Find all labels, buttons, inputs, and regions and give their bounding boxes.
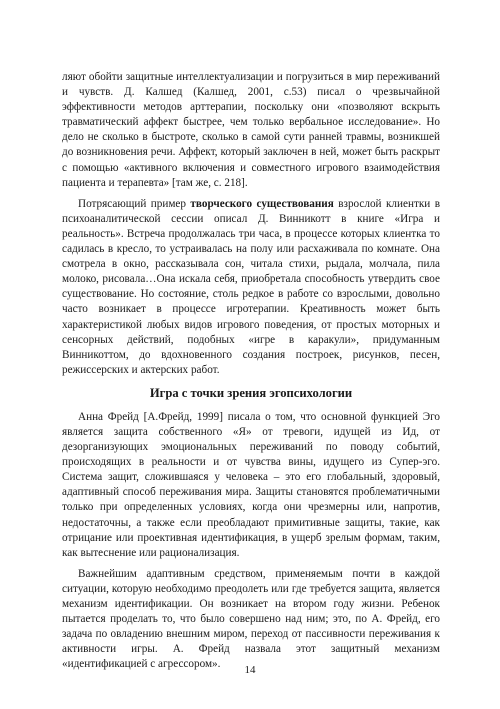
bold-term: творческого существования — [190, 197, 334, 210]
paragraph-identification: Важнейшим адаптивным средством, применяемым почти в каждой ситуации, которую необходимо преодолеть или где требуется защита, является механизм идентификации. Он возникает на втором году жизни. Ребенок пытается проделать то, что было совершено над ним; это, по А. Фрейд, его задача по овладению внешним миром, переход от пассивности переживания к активности игры. А. Фрейд назвала этот защитный механизм «идентификацией с агрессором». — [62, 567, 440, 671]
page-number: 14 — [244, 664, 256, 676]
paragraph-text-rest: взрослой клиентки в психоаналитической сессии описал Д. Винникотт в книге «Игра и реальность». Встреча продолжалась три часа, в процессе которых клиентка то садилась в кресло, то устраивалась на полу или расхаживала по комнате. Она смотрела в окно, рассказывала сон, читала стихи, рыдала, молчала, пила молоко, рисовала…Она искала себя, приобретала способность утвердить свое существование. Но состояние, столь редкое в работе со взрослыми, довольно часто возникает в процессе игротерапии. Креативность может быть характеристикой любых видов игрового поведения, от простых моторных и сенсорных действий, подобных «игре в каракули», придуманным Винникоттом, до вдохновенного создания построек, рисунков, песен, режиссерских и актерских работ. — [62, 197, 440, 376]
paragraph-text-lead: Потрясающий пример — [78, 197, 191, 210]
page-content — [62, 70, 440, 678]
paragraph-anna-freud: Анна Фрейд [А.Фрейд, 1999] писала о том, что основной функцией Эго является защита собственного «Я» от тревоги, идущей из Ид, от дезорганизующих эмоциональных переживаний по поводу событий, происходящих в реальности и от чувства вины, идущего из Супер-эго. Система защит, сложившаяся у человека – это его глобальный, здоровый, адаптивный способ переживания мира. Защиты становятся проблематичными только при определенных условиях, когда они чрезмерны или, напротив, недостаточны, а также если преобладают примитивные защиты, такие, как отрицание или проективная идентификация, в ущерб зрелым формам, таким, как вытеснение или рационализация. — [62, 410, 440, 559]
paragraph-continuation: ляют обойти защитные интеллектуализации и погрузиться в мир переживаний и чувств. Д. Калшед (Калшед, 2001, с.53) писал о чрезвычайной эффективности методов арттерапии, поскольку они «позволяют вскрыть травматический аффект быстрее, чем только вербальное исследование». Но дело не сколько в быстроте, сколько в самой сути ранней травмы, возникшей до возникновения речи. Аффект, который заключен в ней, может быть раскрыт с помощью «активного включения и совместного игрового взаимодействия пациента и терапевта» [там же, с. 218]. — [62, 71, 440, 189]
section-heading: Игра с точки зрения эгопсихологии — [149, 385, 353, 400]
paragraph-winnicott-example — [62, 197, 440, 378]
